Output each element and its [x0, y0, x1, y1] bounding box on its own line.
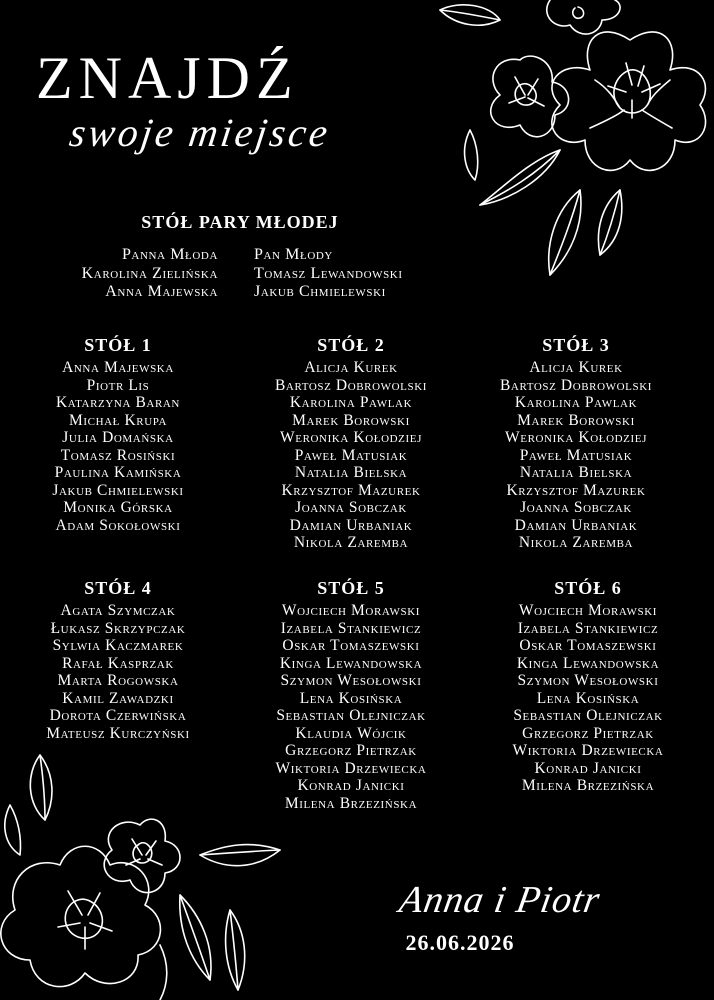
- guest-name: Oskar Tomaszewski: [519, 637, 657, 654]
- guest-name: Sylwia Kaczmarek: [52, 637, 184, 654]
- page-title: ZNAJDŹ: [36, 45, 299, 111]
- guest-name: Grzegorz Pietrzak: [522, 724, 654, 742]
- leaves-icon: [440, 5, 622, 275]
- guest-name: Damian Urbaniak: [289, 516, 413, 534]
- guest-list: [8, 602, 228, 742]
- guest-name: Lena Kosińska: [299, 689, 403, 707]
- guest-name: Monika Górska: [63, 499, 173, 516]
- table-heading: STÓŁ 5: [317, 578, 385, 598]
- guest-name: Lena Kosińska: [536, 689, 640, 707]
- couple-name: Pan Młody: [254, 246, 333, 263]
- couple-name: Karolina Zielińska: [81, 264, 218, 282]
- table-2: [241, 335, 461, 552]
- guest-name: Karolina Pawlak: [514, 394, 638, 411]
- guest-name: Julia Domańska: [62, 429, 174, 446]
- guest-name: Grzegorz Pietrzak: [285, 742, 417, 759]
- guest-name: Marek Borowski: [292, 411, 410, 429]
- guest-name: Paweł Matusiak: [519, 446, 633, 464]
- guest-name: Adam Sokołowski: [55, 516, 181, 534]
- guest-name: Sebastian Olejniczak: [513, 707, 663, 724]
- guest-list: [466, 359, 686, 552]
- guest-name: Konrad Janicki: [297, 777, 405, 794]
- event-date: 26.06.2026: [405, 930, 515, 955]
- guest-name: Wiktoria Drzewiecka: [275, 759, 427, 777]
- guest-name: Bartosz Dobrowolski: [274, 376, 428, 394]
- couple-table-heading: STÓŁ PARY MŁODEJ: [141, 212, 339, 232]
- flower-medium-icon: [104, 819, 180, 892]
- flower-top-icon: [547, 0, 620, 34]
- guest-name: Izabela Stankiewicz: [280, 619, 422, 637]
- flower-large-icon: [552, 32, 706, 170]
- guest-name: Michał Krupa: [69, 411, 167, 429]
- guest-name: Natalia Bielska: [294, 464, 408, 481]
- guest-name: Milena Brzezińska: [521, 777, 655, 794]
- guest-name: Krzysztof Mazurek: [506, 481, 646, 499]
- guest-name: Joanna Sobczak: [295, 499, 407, 516]
- flower-small-icon: [491, 56, 569, 137]
- flower-large-icon: [1, 846, 161, 986]
- table-1: [8, 335, 228, 534]
- guest-name: Konrad Janicki: [534, 759, 642, 777]
- table-3: [466, 335, 686, 552]
- couple-table-left: [40, 246, 218, 302]
- leaves-icon: [5, 755, 280, 1000]
- couple-names-signature: Anna i Piotr: [396, 879, 604, 921]
- guest-name: Dorota Czerwińska: [49, 707, 187, 724]
- guest-name: Mateusz Kurczyński: [46, 724, 190, 742]
- table-heading: STÓŁ 1: [84, 335, 152, 355]
- guest-name: Weronika Kołodziej: [280, 429, 422, 446]
- guest-name: Paulina Kamińska: [54, 464, 182, 481]
- page-subtitle: swoje miejsce: [66, 110, 334, 155]
- guest-name: Szymon Wesołowski: [517, 672, 659, 689]
- guest-name: Marta Rogowska: [57, 672, 179, 689]
- guest-name: Szymon Wesołowski: [280, 672, 422, 689]
- guest-list: [8, 359, 228, 534]
- couple-name: Panna Młoda: [121, 246, 218, 263]
- table-5: [241, 578, 461, 812]
- guest-name: Alicja Kurek: [304, 359, 398, 376]
- couple-name: Tomasz Lewandowski: [254, 264, 403, 282]
- guest-name: Bartosz Dobrowolski: [499, 376, 653, 394]
- guest-name: Oskar Tomaszewski: [282, 637, 420, 654]
- guest-name: Joanna Sobczak: [520, 499, 632, 516]
- guest-name: Paweł Matusiak: [294, 446, 408, 464]
- guest-name: Weronika Kołodziej: [505, 429, 647, 446]
- guest-name: Alicja Kurek: [529, 359, 623, 376]
- guest-name: Katarzyna Baran: [56, 394, 180, 411]
- guest-name: Tomasz Rosiński: [60, 446, 176, 464]
- guest-name: Klaudia Wójcik: [295, 724, 407, 742]
- guest-name: Wiktoria Drzewiecka: [512, 742, 664, 759]
- table-4: [8, 578, 228, 742]
- floral-decoration-top-right: [380, 0, 714, 280]
- guest-list: [241, 359, 461, 552]
- guest-name: Kamil Zawadzki: [62, 689, 174, 707]
- guest-name: Wojciech Morawski: [518, 602, 658, 619]
- table-heading: STÓŁ 3: [542, 335, 610, 355]
- guest-name: Krzysztof Mazurek: [281, 481, 421, 499]
- table-6: [478, 578, 698, 795]
- guest-name: Sebastian Olejniczak: [276, 707, 426, 724]
- guest-name: Agata Szymczak: [60, 602, 176, 619]
- guest-name: Kinga Lewandowska: [516, 654, 660, 672]
- guest-name: Piotr Lis: [86, 376, 150, 394]
- table-heading: STÓŁ 4: [84, 578, 152, 598]
- couple-table-right: [254, 246, 474, 302]
- guest-list: [241, 602, 461, 812]
- guest-name: Kinga Lewandowska: [279, 654, 423, 672]
- guest-name: Nikola Zaremba: [293, 534, 409, 551]
- table-heading: STÓŁ 6: [554, 578, 622, 598]
- couple-name: Anna Majewska: [105, 283, 218, 300]
- guest-name: Natalia Bielska: [519, 464, 633, 481]
- guest-name: Łukasz Skrzypczak: [50, 619, 186, 637]
- guest-name: Rafał Kasprzak: [62, 654, 174, 672]
- guest-name: Izabela Stankiewicz: [517, 619, 659, 637]
- guest-name: Milena Brzezińska: [284, 794, 418, 812]
- guest-name: Anna Majewska: [62, 359, 174, 376]
- guest-name: Damian Urbaniak: [514, 516, 638, 534]
- guest-name: Jakub Chmielewski: [52, 481, 184, 499]
- guest-name: Marek Borowski: [517, 411, 635, 429]
- couple-name: Jakub Chmielewski: [254, 283, 386, 300]
- guest-name: Karolina Pawlak: [289, 394, 413, 411]
- guest-name: Nikola Zaremba: [518, 534, 634, 551]
- table-heading: STÓŁ 2: [317, 335, 385, 355]
- guest-list: [478, 602, 698, 795]
- guest-name: Wojciech Morawski: [281, 602, 421, 619]
